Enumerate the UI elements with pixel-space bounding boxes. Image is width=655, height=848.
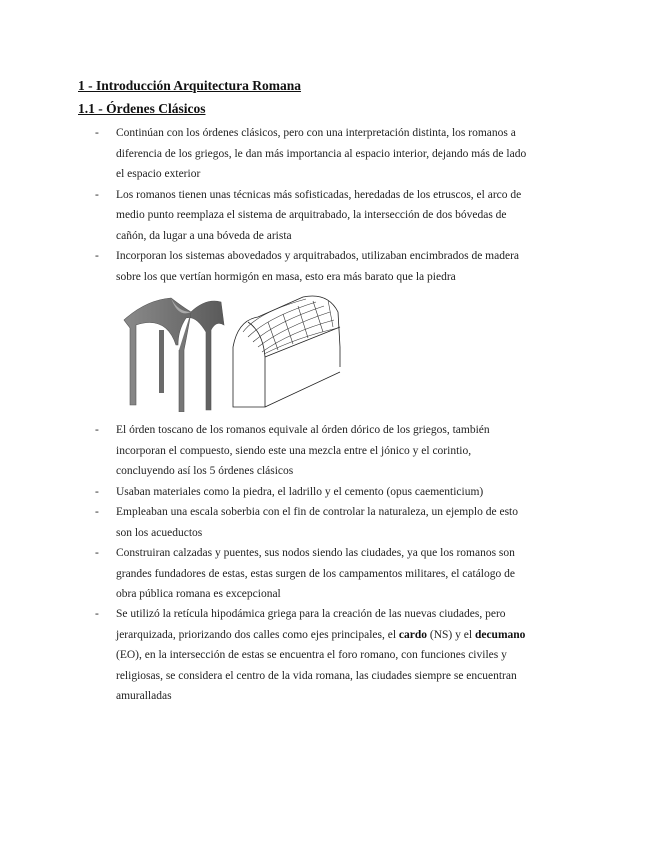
bold-term-cardo: cardo: [398, 628, 428, 641]
text-line: diferencia de los griegos, le dan más importancia al espacio interior, dejando más de lado: [116, 147, 527, 160]
bullet-dash: -: [95, 506, 99, 518]
list-item: [78, 185, 598, 247]
list-item: [78, 543, 598, 605]
text-line: amuralladas: [116, 690, 172, 702]
heading-1: 1 - Introducción Arquitectura Romana: [78, 78, 302, 93]
bullet-dash: -: [95, 547, 99, 559]
text-line: Se utilizó la retícula hipodámica griega para la creación de las nuevas ciudades, pero: [116, 608, 506, 620]
list-item: [78, 482, 598, 503]
text-line: grandes fundadores de estas, estas surgen de los campamentos militares, el catálogo de: [116, 567, 515, 580]
list-item: [78, 246, 598, 287]
text-line: El órden toscano de los romanos equivale al órden dórico de los griegos, también: [116, 424, 490, 436]
text-line: el espacio exterior: [116, 168, 201, 180]
text-line: obra pública romana es excepcional: [116, 588, 281, 600]
bullet-dash: -: [95, 424, 99, 436]
bold-term-decumano: decumano: [474, 628, 526, 641]
text-line: sobre los que vertían hormigón en masa, esto era más barato que la piedra: [116, 270, 456, 283]
text-line: cañón, da lugar a una bóveda de arista: [116, 229, 292, 242]
text-line: (EO), en la intersección de estas se encuentra el foro romano, con funciones civiles y: [116, 649, 507, 661]
bullet-dash: -: [95, 485, 99, 498]
text-line: Incorporan los sistemas abovedados y arquitrabados, utilizaban encimbrados de madera: [116, 250, 520, 262]
text-line: Empleaban una escala soberbia con el fin de controlar la naturaleza, un ejemplo de esto: [116, 506, 519, 518]
barrel-vault-image: [228, 292, 346, 412]
list-item: [78, 604, 598, 707]
bullet-dash: -: [95, 608, 99, 620]
text-line: concluyendo así los 5 órdenes clásicos: [116, 465, 294, 477]
list-item: [78, 123, 598, 185]
text-line: son los acueductos: [116, 526, 203, 539]
text-line: medio punto reemplaza el sistema de arquitrabado, la intersección de dos bóvedas de: [116, 209, 507, 221]
text-line: Continúan con los órdenes clásicos, pero con una interpretación distinta, los romanos a: [116, 127, 516, 139]
text-line: Los romanos tienen unas técnicas más sofisticadas, heredadas de los etruscos, el arco de: [116, 188, 522, 201]
bullet-dash: -: [95, 188, 99, 201]
bullet-dash: -: [95, 127, 99, 139]
text-line: Construiran calzadas y puentes, sus nodos siendo las ciudades, ya que los romanos son: [116, 547, 515, 559]
text-line: Usaban materiales como la piedra, el ladrillo y el cemento (opus caementicium): [116, 485, 484, 498]
text-line: religiosas, se considera el centro de la vida romana, las ciudades siempre se encuentran: [116, 669, 517, 682]
list-item: [78, 502, 598, 543]
bullet-dash: -: [95, 250, 99, 262]
text-line: [116, 625, 598, 646]
text-segment: (NS) y el: [427, 628, 475, 641]
heading-2: 1.1 - Órdenes Clásicos: [78, 101, 206, 116]
text-line: incorporan el compuesto, siendo este una mezcla entre el jónico y el corintio,: [116, 444, 472, 457]
list-item: [78, 420, 598, 482]
text-segment: jerarquizada, priorizando dos calles como ejes principales, el: [116, 628, 399, 641]
